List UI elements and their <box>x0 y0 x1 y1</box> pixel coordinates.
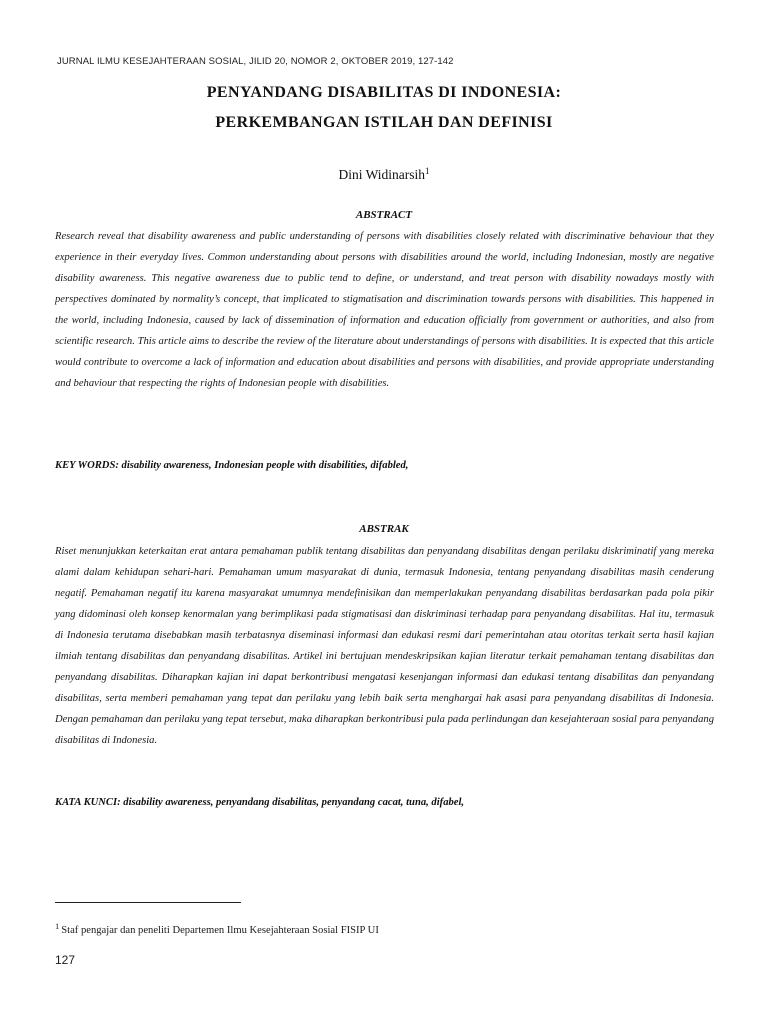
abstrak-keywords: KATA KUNCI: disability awareness, penyandang disabilitas, penyandang cacat, tuna, difabel, <box>55 797 465 808</box>
footnote-mark: 1 <box>55 921 60 931</box>
author-footnote-mark: 1 <box>425 166 430 176</box>
author-line <box>0 167 768 183</box>
abstrak-heading: ABSTRAK <box>359 523 409 535</box>
abstract-paragraph: Research reveal that disability awareness and public understanding of persons with disabilities closely related with discriminative behaviour that they experience in their everyday lives. Common understanding about persons with disabilities around the world, including Indonesian, mostly are negative disability awareness. This negative awareness due to public tend to define, or understand, and treat person with disability nowadays mostly with perspectives dominated by normality’s concept, that implicated to stigmatisation and discrimination towards persons with disabilities. This happened in the world, including Indonesia, caused by lack of dissemination of information and education officially from government or authorities, and also from scientific research. This article aims to describe the review of the literature about understandings of persons with disabilities. It is expected that this article would contribute to overcome a lack of information and education about disabilities and persons with disabilities, and provide appropriate understanding and behaviour that respecting the rights of Indonesian people with disabilities. <box>55 231 714 389</box>
footnote-divider <box>55 902 241 903</box>
article-title-line-2: PERKEMBANGAN ISTILAH DAN DEFINISI <box>215 114 553 131</box>
abstract-keywords: KEY WORDS: disability awareness, Indonesian people with disabilities, difabled, <box>55 460 409 471</box>
abstract-heading: ABSTRACT <box>355 209 413 221</box>
footnote <box>55 921 379 936</box>
journal-running-header: JURNAL ILMU KESEJAHTERAAN SOSIAL, JILID 20, NOMOR 2, OKTOBER 2019, 127-142 <box>57 56 454 67</box>
article-title-line-1: PENYANDANG DISABILITAS DI INDONESIA: <box>206 84 562 101</box>
page-number: 127 <box>55 953 76 967</box>
abstrak-paragraph: Riset menunjukkan keterkaitan erat antara pemahaman publik tentang disabilitas dan penyandang disabilitas dengan perilaku diskriminatif yang mereka alami dalam kehidupan sehari-hari. Pemahaman umum masyarakat di dunia, termasuk Indonesia, tentang penyandang disabilitas masih cenderung negatif. Pemahaman negatif itu karena masyarakat umumnya mendefinisikan dan memperlakukan penyandang disabilitas berdasarkan pada pola pikir yang didominasi oleh konsep kenormalan yang berimplikasi pada stigmatisasi dan diskriminasi terhadap para penyandang disabilitas. Hal itu, termasuk di Indonesia terutama disebabkan masih terbatasnya diseminasi informasi dan edukasi resmi dari pemerintahan atau otoritas terkait serta hasil kajian ilmiah tentang disabilitas dan penyandang disabilitas. Artikel ini bertujuan mendeskripsikan kajian literatur terkait pemahaman tentang disabilitas dan penyandang disabilitas. Diharapkan kajian ini dapat berkontribusi mengatasi kesenjangan informasi dan edukasi tentang disabilitas dan penyandang disabilitas, serta memberi pemahaman yang tepat dan perilaku yang lebih baik serta menghargai hak asasi para penyandang disabilitas di Indonesia. Dengan pemahaman dan perilaku yang tepat tersebut, maka diharapkan berkontribusi pula pada perlindungan dan kesejahteraan sosial para penyandang disabilitas di Indonesia. <box>55 546 714 746</box>
author-name: Dini Widinarsih <box>338 167 426 182</box>
footnote-text: Staf pengajar dan peneliti Departemen Ilmu Kesejahteraan Sosial FISIP UI <box>61 925 379 936</box>
